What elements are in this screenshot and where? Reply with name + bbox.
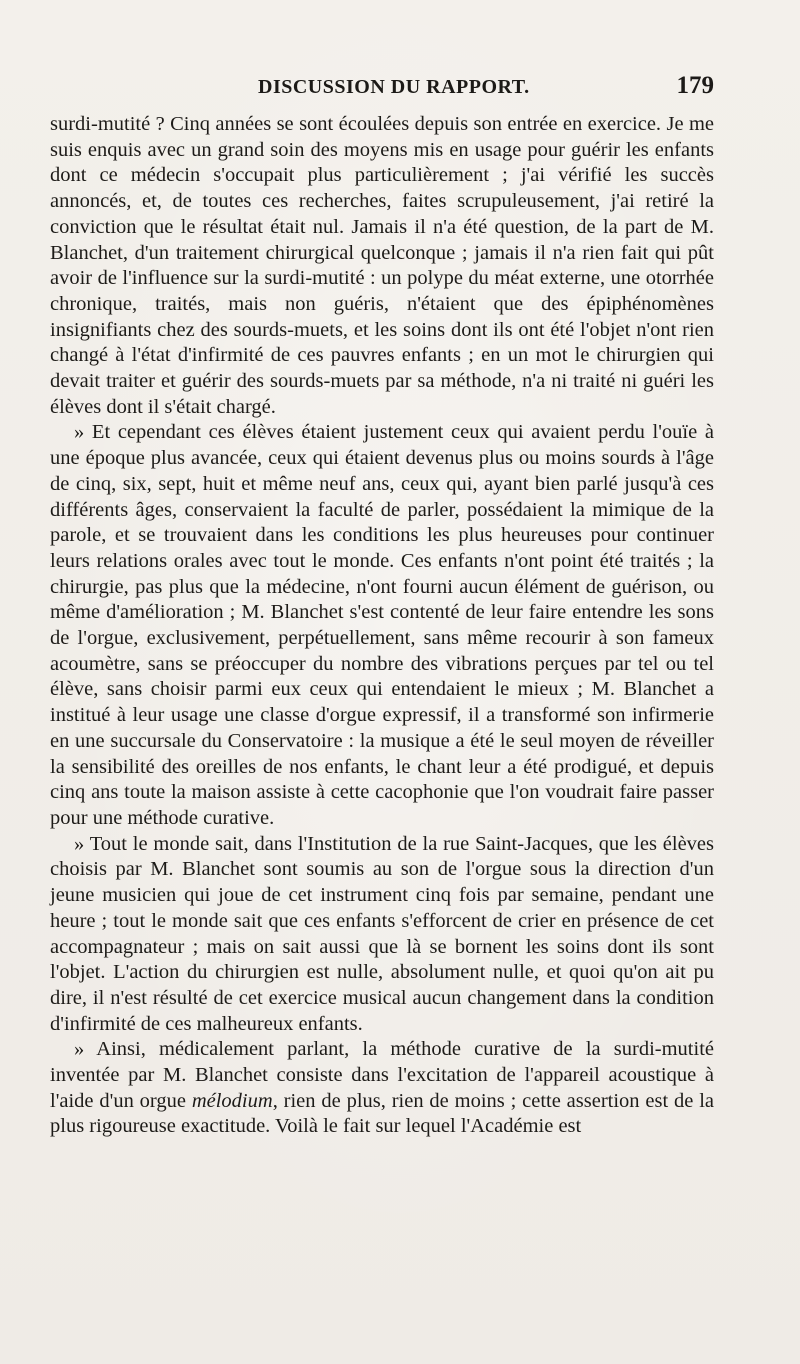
paragraph-1: surdi-mutité ? Cinq années se sont écoulées depuis son entrée en exercice. Je me suis enquis avec un grand soin des moyens mis en usage pour guérir les enfants dont ce médecin s'occupait plus particulièrement ; j'ai vérifié les succès annoncés, et, de toutes ces recherches, faites scrupuleusement, j'ai retiré la conviction que le résultat était nul. Jamais il n'a été question, de la part de M. Blanchet, d'un traitement chirurgical quelconque ; jamais il n'a rien fait qui pût avoir de l'influence sur la surdi-mutité : un polype du méat externe, une otorrhée chronique, traités, mais non guéris, n'étaient que des épiphénomènes insignifiants chez des sourds-muets, et les soins dont ils ont été l'objet n'ont rien changé à l'état d'infirmité de ces pauvres enfants ; en un mot le chirurgien qui devait traiter et guérir des sourds-muets par sa méthode, n'a ni traité ni guéri les élèves dont il s'était chargé. [50, 113, 714, 418]
paragraph-4-italic-term: mélodium [191, 1089, 273, 1112]
paragraph-3: » Tout le monde sait, dans l'Institution de la rue Saint-Jacques, que les élèves choisis par M. Blanchet sont soumis au son de l'orgue sous la direction d'un jeune musicien qui joue de cet instrument cinq fois par semaine, pendant une heure ; tout le monde sait que ces enfants s'efforcent de crier en présence de cet accompagnateur ; mais on sait aussi que là se bornent les soins dont ils sont l'objet. L'action du chirurgien est nulle, absolument nulle, et quoi qu'on ait pu dire, il n'est résulté de cet exercice musical aucun changement dans la condition d'infirmité de ces malheureux enfants. [50, 832, 714, 1035]
page-number: 179 [676, 72, 714, 99]
paragraph-4 [50, 1037, 714, 1140]
paragraph-2: » Et cependant ces élèves étaient justement ceux qui avaient perdu l'ouïe à une époque plus avancée, ceux qui étaient devenus plus ou moins sourds à l'âge de cinq, six, sept, huit et même neuf ans, ceux qui, ayant bien parlé jusqu'à ces différents âges, conservaient la faculté de parler, possédaient la mimique de la parole, et se trouvaient dans les conditions les plus heureuses pour continuer leurs relations orales avec tout le monde. Ces enfants n'ont point été traités ; la chirurgie, pas plus que la médecine, n'ont fourni aucun élément de guérison, ou même d'amélioration ; M. Blanchet s'est contenté de leur faire entendre les sons de l'orgue, exclusivement, perpétuellement, sans même recourir à son fameux acoumètre, sans se préoccuper du nombre des vibrations perçues par tel ou tel élève, sans choisir parmi eux ceux qui entendaient le mieux ; M. Blanchet a institué à leur usage une classe d'orgue expressif, il a transformé son infirmerie en une succursale du Conservatoire : la musique a été le seul moyen de réveiller la sensibilité des oreilles de nos enfants, le chant leur a été prodigué, et depuis cinq ans toute la maison assiste à cette cacophonie que l'on voudrait faire passer pour une méthode curative. [50, 421, 714, 829]
paragraph-4-text-a: » Ainsi, médicalement parlant, la méthode curative de la surdi-mutité inventée par M. Blanchet consiste dans l'excitation de l'appareil acoustique à l'aide d'un orgue [50, 1038, 714, 1112]
page-header [50, 74, 714, 102]
paragraph-4-text-b: , rien de plus, rien de moins ; cette assertion est de la plus rigoureuse exactitude. Voilà le fait sur lequel l'Académie est [50, 1089, 715, 1138]
running-title: DISCUSSION DU RAPPORT. [258, 76, 530, 98]
body-text [50, 112, 714, 1140]
